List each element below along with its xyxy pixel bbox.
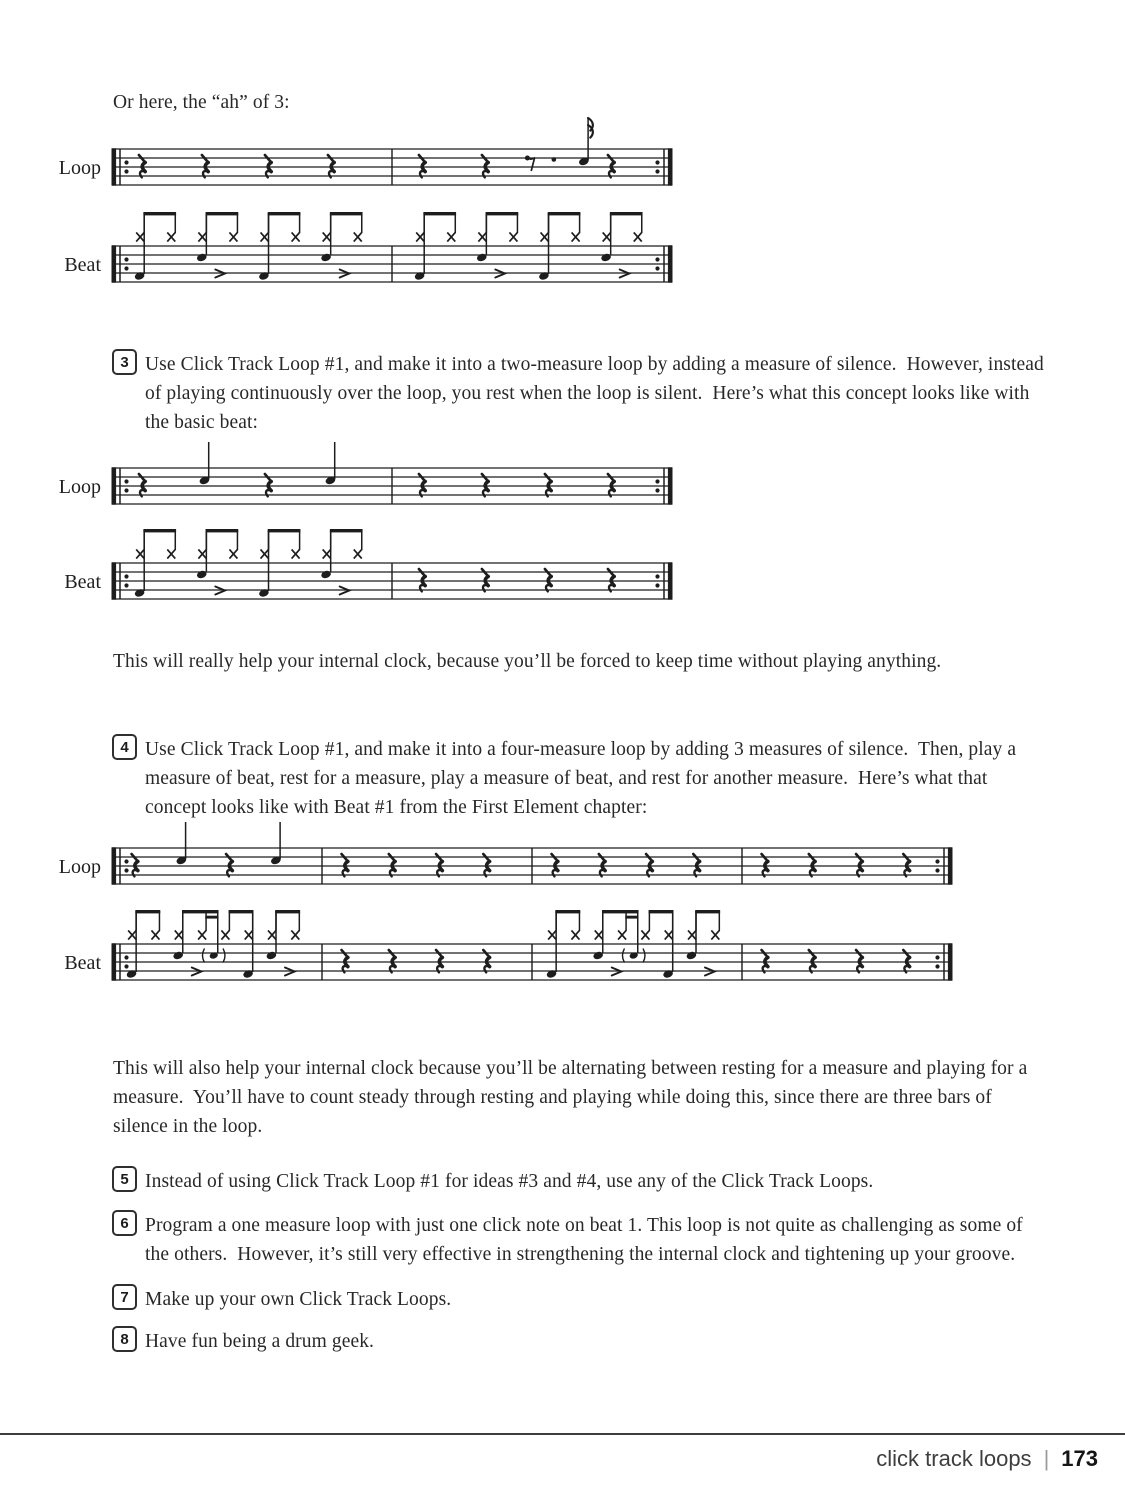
loop-staff-label: Loop: [58, 157, 101, 179]
item-5-text: Instead of using Click Track Loop #1 for ideas #3 and #4, use any of the Click Track Loops.: [145, 1171, 874, 1192]
beat-staff-label: Beat: [64, 952, 101, 974]
item-4-text: Use Click Track Loop #1, and make it into a four-measure loop by adding 3 measures of silence. Then, play a measure of beat, rest for a measure, play a measure of beat, and rest for another measure. Here’s what that concept looks like with Beat #1 from the First Element chapter:: [145, 739, 1022, 818]
loop-staff: [59, 442, 673, 505]
item-4-number: 4: [112, 734, 137, 760]
item-7-number: 7: [112, 1284, 137, 1310]
footer: [876, 1446, 1098, 1472]
footer-section-label: click track loops: [876, 1446, 1032, 1471]
beat-staff: [64, 529, 672, 600]
item-8-text: Have fun being a drum geek.: [145, 1331, 375, 1352]
notation-system-2: [59, 442, 673, 600]
item-8-number: 8: [112, 1326, 137, 1352]
footer-separator: |: [1043, 1446, 1050, 1471]
intro-text: Or here, the “ah” of 3:: [113, 92, 290, 113]
loop-staff: [59, 118, 673, 186]
item-7-text: Make up your own Click Track Loops.: [145, 1289, 452, 1310]
item-3-text: Use Click Track Loop #1, and make it into a two-measure loop by adding a measure of silence. However, instead of playing continuously over the loop, you rest when the loop is silent. Here’s what this concept looks like with the basic beat:: [145, 354, 1049, 433]
loop-staff-label: Loop: [58, 856, 101, 878]
notation-system-3: [59, 822, 953, 981]
paragraph-alternating: This will also help your internal clock because you’ll be alternating between resting for a measure and playing for a measure. You’ll have to count steady through resting and playing while doing this, since there are three bars of silence in the loop.: [113, 1058, 1033, 1137]
item-6-number: 6: [112, 1210, 137, 1236]
item-3-number: 3: [112, 349, 137, 375]
footer-page-number: 173: [1061, 1446, 1098, 1471]
item-6-text: Program a one measure loop with just one click note on beat 1. This loop is not quite as challenging as some of the others. However, it’s still very effective in strengthening the internal clock and tightening up your groove.: [145, 1215, 1028, 1265]
beat-staff-label: Beat: [64, 254, 101, 276]
footer-rule: [0, 1433, 1125, 1435]
loop-staff-label: Loop: [58, 476, 101, 498]
beat-staff-label: Beat: [64, 571, 101, 593]
loop-staff: [59, 822, 953, 885]
paragraph-internal-clock: This will really help your internal clock, because you’ll be forced to keep time without playing anything.: [113, 651, 942, 672]
beat-staff: [64, 212, 672, 283]
item-5-number: 5: [112, 1166, 137, 1192]
beat-staff: [64, 910, 952, 981]
notation-system-1: [59, 118, 673, 283]
